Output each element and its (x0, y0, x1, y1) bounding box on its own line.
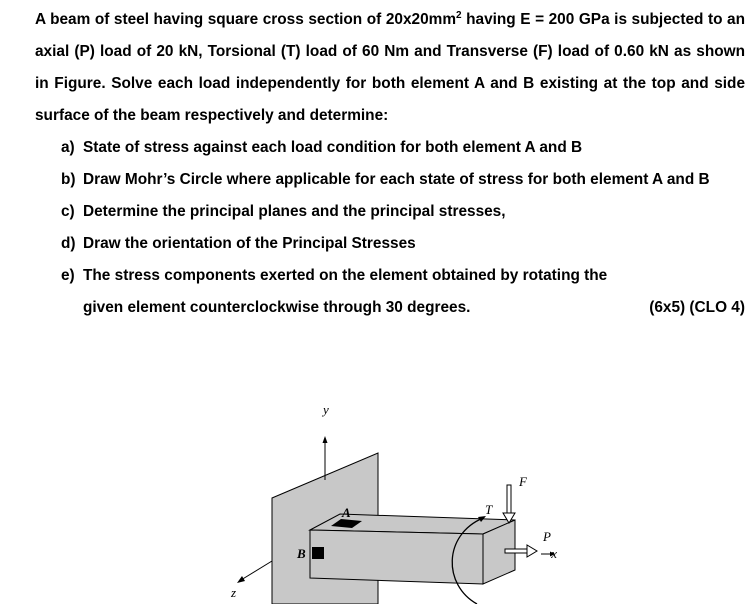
part-c: c) Determine the principal planes and the principal stresses, (61, 203, 506, 221)
x-axis-label: x (551, 546, 557, 561)
part-a: a) State of stress against each load condition for both element A and B (61, 139, 583, 157)
marks-label: (6x5) (CLO 4) (649, 299, 745, 317)
force-label: F (519, 474, 527, 489)
element-b (312, 547, 324, 559)
superscript-2: 2 (456, 10, 462, 21)
z-axis-label: z (231, 585, 237, 600)
force-arrow-shaft (507, 485, 511, 513)
question-parts (35, 132, 745, 324)
element-a-label: A (342, 505, 351, 520)
axial-arrowhead (527, 545, 537, 557)
axial-arrow-shaft (505, 549, 527, 553)
z-axis-line (241, 561, 272, 580)
axial-label: P (543, 529, 551, 544)
z-axis-arrowhead (237, 576, 245, 583)
part-e: e) The stress components exerted on the element obtained by rotating the given element counterclockwise through 30 degrees. (6x5) (CLO 4) (61, 260, 745, 324)
beam-figure (215, 400, 555, 604)
torque-label: T (485, 502, 493, 517)
part-b: b) Draw Mohr’s Circle where applicable for each state of stress for both element A and B (61, 171, 710, 189)
question-intro: A beam of steel having square cross section of $20x20mm^2$ having E = 200 GPa is subjected to an axial (P) load of 20 kN, Torsional (T) load of 60 Nm and Transverse (F) load of 0.60 kN as shown in Figure. Solve each load independently for both element A and B existing at the top and side surface of the beam respectively and determine: (35, 10, 745, 125)
part-d: d) Draw the orientation of the Principal Stresses (61, 235, 416, 253)
question-text (35, 0, 745, 324)
beam-front-face (310, 530, 483, 584)
element-b-label: B (297, 546, 306, 561)
y-axis-label: y (323, 402, 329, 417)
y-axis-arrowhead (323, 436, 328, 443)
